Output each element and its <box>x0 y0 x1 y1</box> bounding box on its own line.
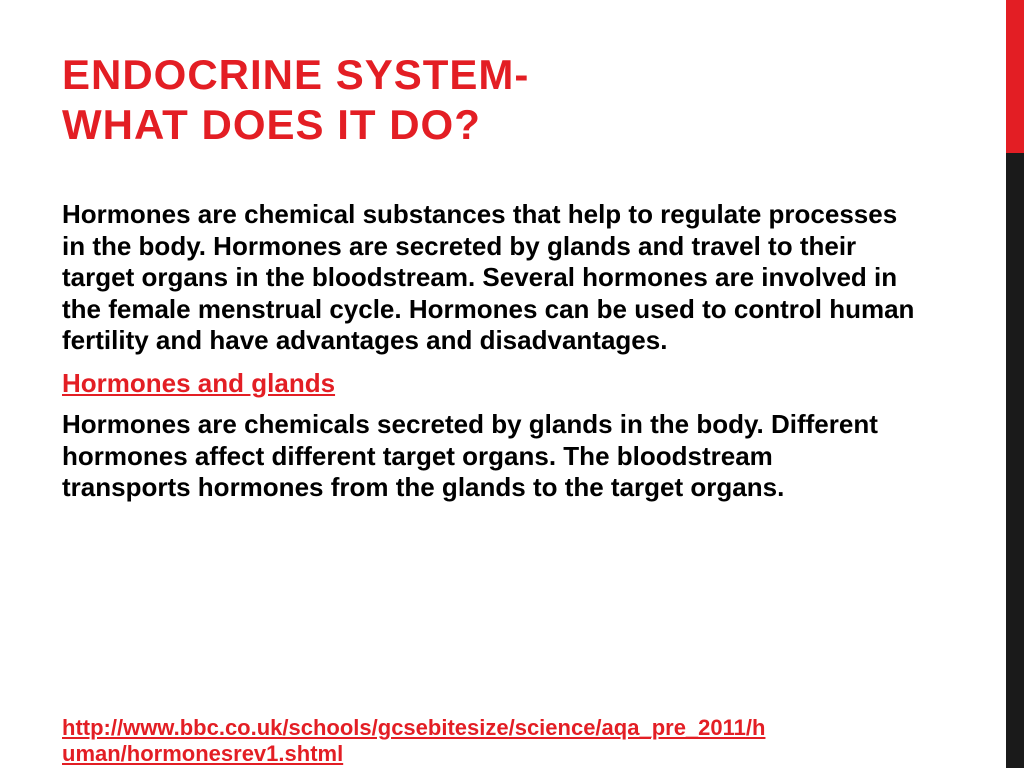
slide-title-line-1: ENDOCRINE SYSTEM- <box>62 51 530 98</box>
source-url-link[interactable] <box>62 715 912 767</box>
slide-body <box>62 199 922 504</box>
body-paragraph-2: Hormones are chemicals secreted by glands in the body. Different hormones affect different target organs. The bloodstream transports hormones from the glands to the target organs. <box>62 409 878 502</box>
body-paragraph-1: Hormones are chemical substances that help to regulate processes in the body. Hormones are secreted by glands and travel to their target organs in the bloodstream. Several hormones are involved in the female menstrual cycle. Hormones can be used to control human fertility and have advantages and disadvantages. <box>62 199 915 355</box>
hormones-and-glands-link[interactable]: Hormones and glands <box>62 367 336 398</box>
accent-bar-red <box>1006 0 1024 153</box>
source-url-line-2: uman/hormonesrev1.shtml <box>62 741 344 766</box>
slide-title <box>62 50 962 150</box>
source-url-line-1: http://www.bbc.co.uk/schools/gcsebitesize/science/aqa_pre_2011/h <box>62 715 766 740</box>
slide-title-line-2: WHAT DOES IT DO? <box>62 101 481 148</box>
accent-bar-dark <box>1006 153 1024 768</box>
section-link-container <box>62 368 922 400</box>
